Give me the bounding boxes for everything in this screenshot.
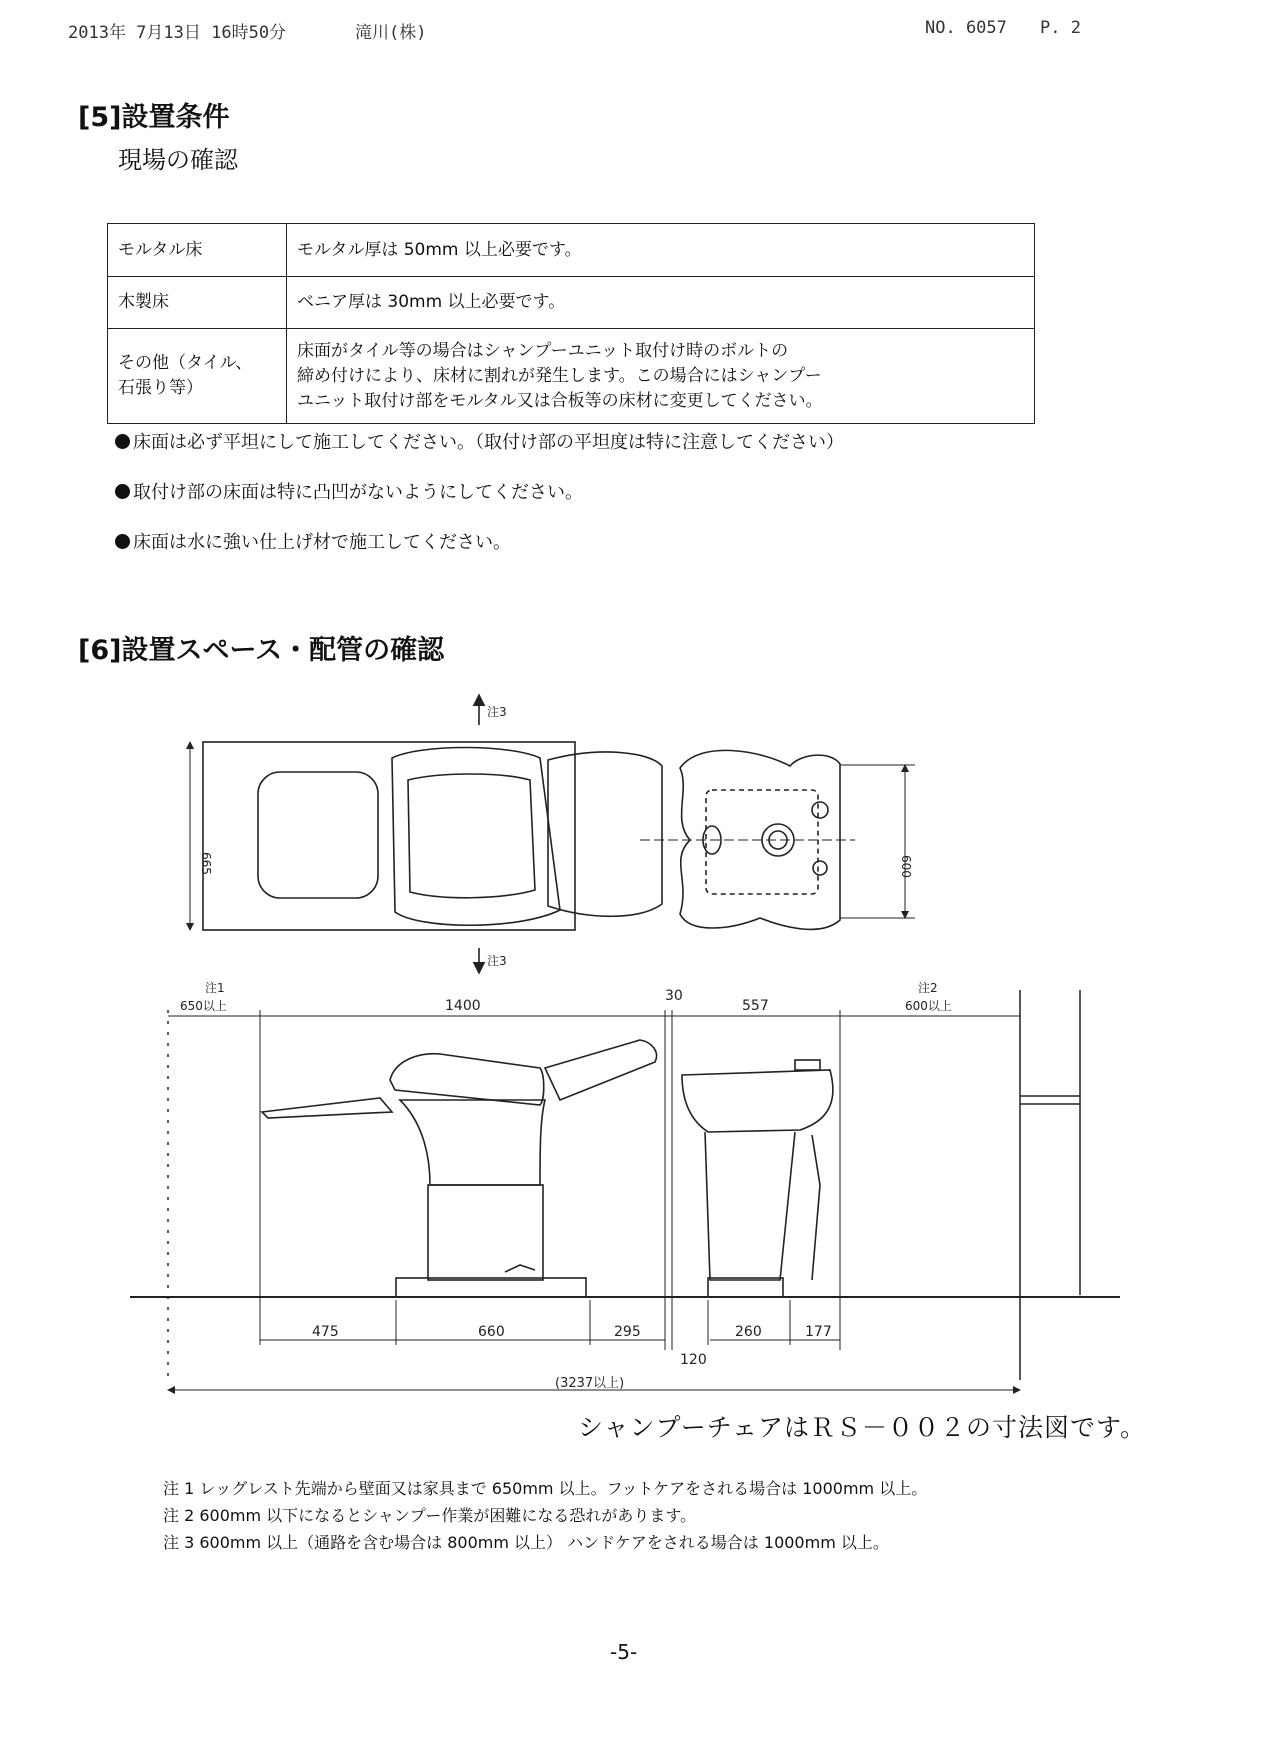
section5-title: [5]設置条件 <box>78 102 230 133</box>
list-item: 取付け部の床面は特に凸凹がないようにしてください。 <box>115 478 844 528</box>
installation-drawing <box>0 680 1275 1400</box>
dim-right: 600以上 <box>905 999 952 1013</box>
dim-left: 650以上 <box>180 999 227 1013</box>
dim-d3: 295 <box>614 1324 641 1340</box>
dim-total: (3237以上) <box>555 1376 625 1391</box>
section5-subtitle: 現場の確認 <box>118 146 238 174</box>
bullet-icon <box>115 484 130 499</box>
row-label-line: 石張り等） <box>118 378 203 398</box>
dim-d5: 260 <box>735 1324 762 1340</box>
dim-d2: 660 <box>478 1324 505 1340</box>
plan-note-top: 注3 <box>487 705 507 719</box>
elevation-leg-rest <box>262 1098 392 1118</box>
dim-gap: 30 <box>665 988 683 1004</box>
elevation-base <box>400 1100 545 1185</box>
fax-company: 滝川(株) <box>355 23 427 43</box>
bullet-icon <box>115 434 130 449</box>
plan-view <box>190 695 915 973</box>
row-text: ベニア厚は 30mm 以上必要です。 <box>287 277 1035 329</box>
dim-chair: 1400 <box>445 998 481 1014</box>
elevation-backrest <box>545 1040 657 1100</box>
dim-note1: 注1 <box>205 981 225 995</box>
dim-d1: 475 <box>312 1324 339 1340</box>
fax-number: NO. 6057 <box>925 18 1007 38</box>
chair-backrest <box>548 752 662 916</box>
row-label <box>108 329 287 424</box>
row-text-line: 締め付けにより、床材に割れが発生します。この場合にはシャンプー <box>297 365 822 386</box>
chair-foot-plate <box>396 1278 586 1297</box>
note-item: 注 1 レッグレスト先端から壁面又は家具まで 650mm 以上。フットケアをされる場合は 1000mm 以上。 <box>163 1479 928 1498</box>
plan-width-right: 600 <box>899 855 913 878</box>
fax-header <box>0 18 1275 48</box>
conditions-table <box>107 223 1035 424</box>
elevation-seat <box>390 1054 544 1105</box>
fax-datetime: 2013年 7月13日 16時50分 <box>68 23 287 43</box>
row-label-line: その他（タイル、 <box>118 353 253 373</box>
row-label: モルタル床 <box>108 224 287 277</box>
page-number: -5- <box>610 1640 638 1664</box>
list-item: 床面は水に強い仕上げ材で施工してください。 <box>115 528 844 578</box>
note-item: 注 3 600mm 以上（通路を含む場合は 800mm 以上） ハンドケアをされる場合は 1000mm 以上。 <box>163 1533 889 1552</box>
dim-bowl: 557 <box>742 998 769 1014</box>
row-text <box>287 329 1035 424</box>
fax-page: P. 2 <box>1040 18 1081 38</box>
dim-d6: 177 <box>805 1324 832 1340</box>
list-item: 床面は必ず平坦にして施工してください。（取付け部の平坦度は特に注意してください） <box>115 428 844 478</box>
dim-d4: 120 <box>680 1352 707 1368</box>
plan-note-bottom: 注3 <box>487 954 507 968</box>
row-text-line: ユニット取付け部をモルタル又は合板等の床材に変更してください。 <box>297 390 823 411</box>
table-row <box>108 224 1035 277</box>
bullet-icon <box>115 534 130 549</box>
elevation-bowl <box>682 1070 833 1132</box>
table-row <box>108 277 1035 329</box>
bowl-pedestal <box>705 1132 795 1280</box>
drawing-caption: シャンプーチェアはＲＳ－００２の寸法図です。 <box>578 1413 1147 1442</box>
notes-list <box>163 1475 927 1556</box>
note-item: 注 2 600mm 以下になるとシャンプー作業が困難になる恐れがあります。 <box>163 1506 697 1525</box>
bullet-list <box>115 428 844 578</box>
section6-title: [6]設置スペース・配管の確認 <box>78 635 445 666</box>
leg-rest <box>258 772 378 898</box>
row-text: モルタル厚は 50mm 以上必要です。 <box>287 224 1035 277</box>
dim-note2: 注2 <box>918 981 938 995</box>
table-row <box>108 329 1035 424</box>
plan-width-left: 665 <box>199 852 213 875</box>
row-label: 木製床 <box>108 277 287 329</box>
row-text-line: 床面がタイル等の場合はシャンプーユニット取付け時のボルトの <box>297 340 789 361</box>
